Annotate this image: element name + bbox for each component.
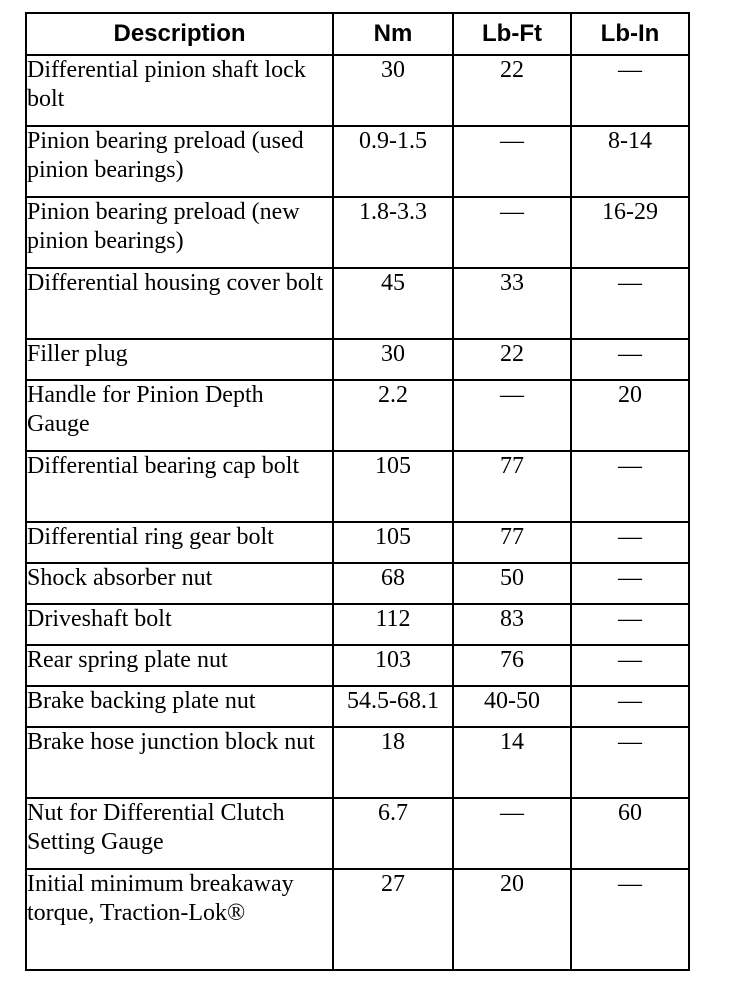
cell-lbft: 83 [453,604,571,645]
cell-nm: 103 [333,645,453,686]
cell-description: Rear spring plate nut [26,645,333,686]
cell-lbin: — [571,645,689,686]
cell-description: Nut for Differential Clutch Setting Gauge [26,798,333,869]
cell-description: Differential pinion shaft lock bolt [26,55,333,126]
cell-description: Brake hose junction block nut [26,727,333,798]
table-row [26,727,689,798]
cell-description: Pinion bearing preload (new pinion bearings) [26,197,333,268]
column-header-lbin: Lb-In [571,13,689,55]
cell-description: Driveshaft bolt [26,604,333,645]
cell-nm: 105 [333,522,453,563]
cell-description: Initial minimum breakaway torque, Traction-Lok® [26,869,333,970]
cell-lbft: 76 [453,645,571,686]
cell-lbft: 22 [453,55,571,126]
cell-lbin: 20 [571,380,689,451]
cell-description: Filler plug [26,339,333,380]
cell-lbft: — [453,126,571,197]
cell-description: Shock absorber nut [26,563,333,604]
cell-description: Brake backing plate nut [26,686,333,727]
column-header-lbft: Lb-Ft [453,13,571,55]
cell-nm: 112 [333,604,453,645]
cell-lbin: — [571,869,689,970]
column-header-nm: Nm [333,13,453,55]
cell-lbft: 14 [453,727,571,798]
cell-lbin: — [571,451,689,522]
cell-description: Handle for Pinion Depth Gauge [26,380,333,451]
cell-nm: 6.7 [333,798,453,869]
table-row [26,563,689,604]
cell-nm: 27 [333,869,453,970]
table-row [26,869,689,970]
table-row [26,126,689,197]
cell-nm: 18 [333,727,453,798]
cell-lbin: — [571,55,689,126]
cell-description: Differential housing cover bolt [26,268,333,339]
cell-lbin: — [571,686,689,727]
table-row [26,339,689,380]
cell-nm: 1.8-3.3 [333,197,453,268]
cell-nm: 54.5-68.1 [333,686,453,727]
cell-lbft: 40-50 [453,686,571,727]
cell-lbin: 16-29 [571,197,689,268]
cell-lbft: 77 [453,451,571,522]
cell-lbft: 50 [453,563,571,604]
cell-lbft: — [453,197,571,268]
table-row [26,451,689,522]
cell-lbin: — [571,339,689,380]
table-row [26,197,689,268]
table-row [26,798,689,869]
cell-lbin: — [571,604,689,645]
column-header-description: Description [26,13,333,55]
cell-nm: 68 [333,563,453,604]
cell-lbft: — [453,798,571,869]
table-row [26,645,689,686]
cell-lbft: 33 [453,268,571,339]
cell-lbin: — [571,268,689,339]
cell-lbft: 77 [453,522,571,563]
table-row [26,686,689,727]
cell-lbft: 20 [453,869,571,970]
cell-description: Pinion bearing preload (used pinion bearings) [26,126,333,197]
cell-description: Differential ring gear bolt [26,522,333,563]
table-row [26,55,689,126]
table-row [26,604,689,645]
cell-description: Differential bearing cap bolt [26,451,333,522]
table-row [26,380,689,451]
table-row [26,522,689,563]
cell-lbft: 22 [453,339,571,380]
cell-nm: 105 [333,451,453,522]
torque-spec-table [25,12,690,971]
table-row [26,268,689,339]
cell-nm: 2.2 [333,380,453,451]
cell-lbin: 60 [571,798,689,869]
cell-lbin: — [571,563,689,604]
table-header-row [26,13,689,55]
cell-lbft: — [453,380,571,451]
cell-lbin: — [571,727,689,798]
cell-lbin: 8-14 [571,126,689,197]
cell-nm: 30 [333,339,453,380]
cell-nm: 0.9-1.5 [333,126,453,197]
cell-lbin: — [571,522,689,563]
cell-nm: 30 [333,55,453,126]
cell-nm: 45 [333,268,453,339]
